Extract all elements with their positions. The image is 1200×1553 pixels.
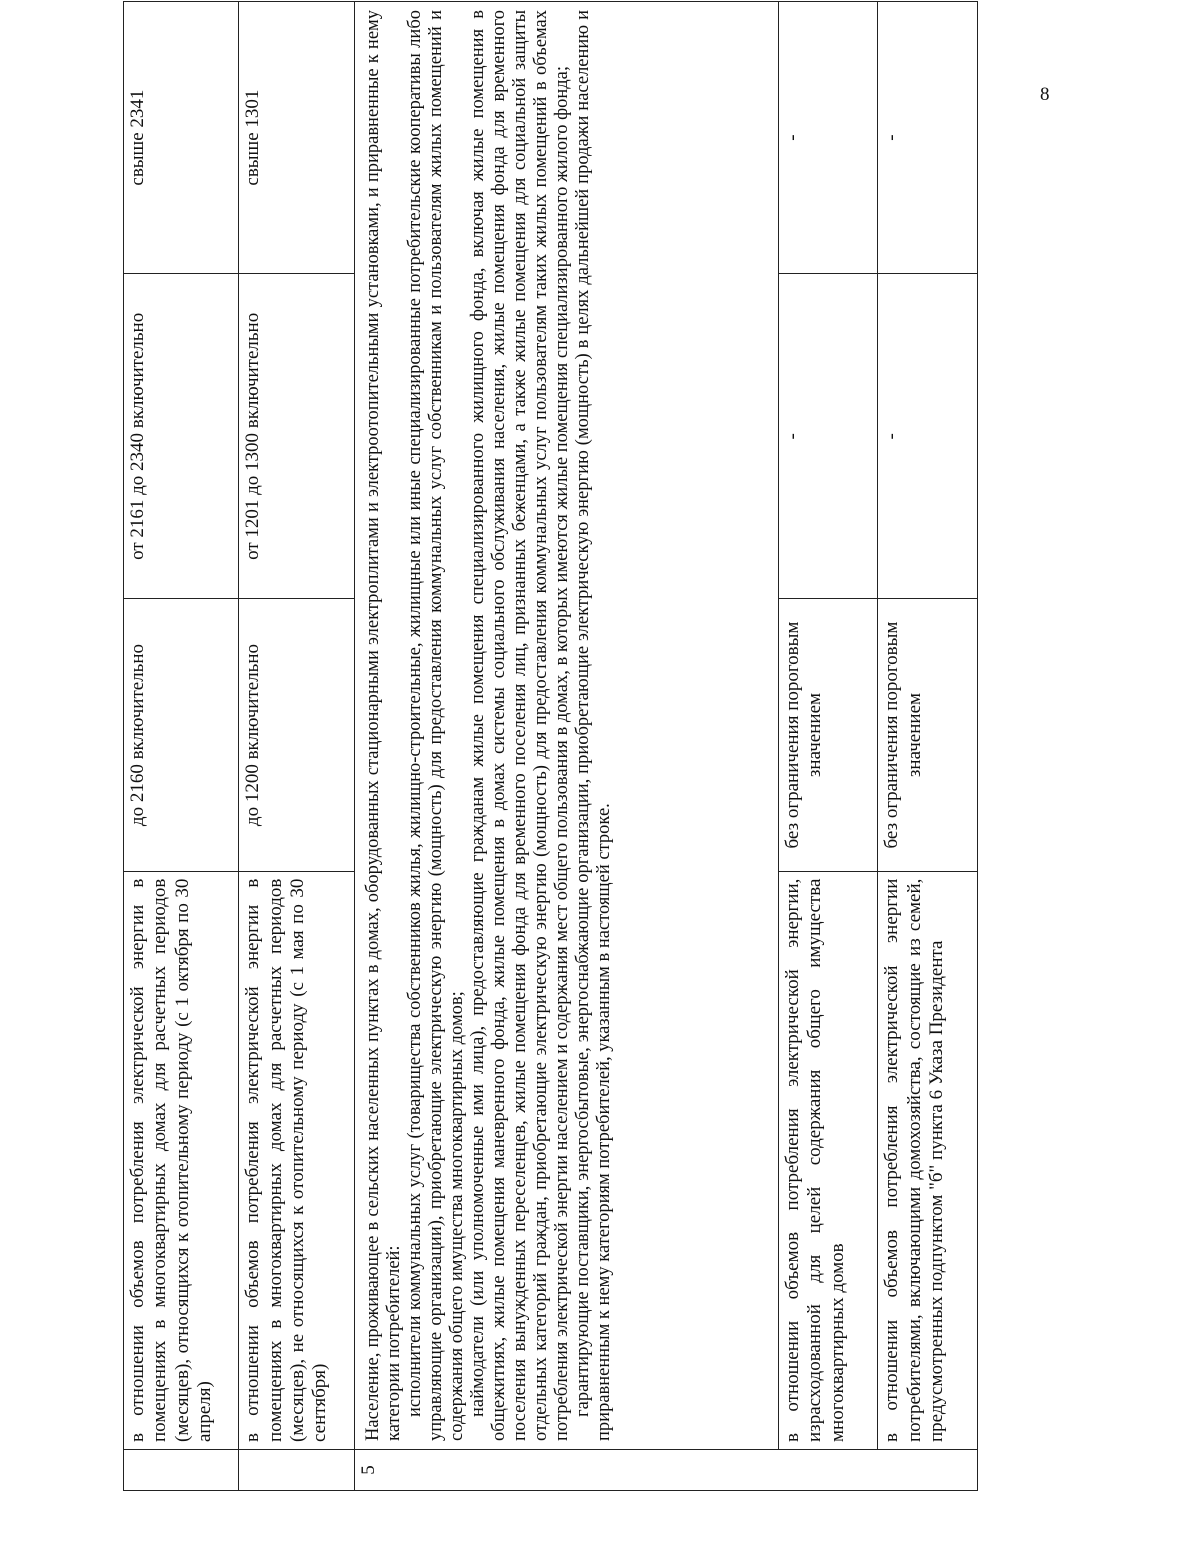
- range-1-cell: до 2160 включительно: [124, 599, 239, 871]
- category-description: [354, 2, 778, 1450]
- row-number-cell: [124, 1449, 239, 1490]
- range-3-cell: -: [778, 2, 878, 274]
- range-3-cell: -: [878, 2, 978, 274]
- row-description: в отношении объемов потребления электрической энергии в помещениях в многоквартирных домах для расчетных периодов (месяцев), относящихся к отопительному периоду (с 1 октября по 30 апреля): [124, 871, 239, 1449]
- category-paragraph: Население, проживающее в сельских населенных пунктах в домах, оборудованных стационарными электроплитами и электроотопительными установками, и приравненные к нему категории потребителей:: [362, 10, 404, 1441]
- range-2-cell: -: [778, 274, 878, 599]
- table-row: [778, 2, 878, 1491]
- table-row-section-5: [354, 2, 778, 1491]
- row-description: в отношении объемов потребления электрической энергии потребителями, включающими домохозяйства, состоящие из семей, предусмотренных подпунктом "б" пункта 6 Указа Президента: [878, 871, 978, 1449]
- category-paragraph: исполнители коммунальных услуг (товарищества собственников жилья, жилищно-строительные, жилищные или иные специализированные потребительские кооперативы либо управляющие организации), приобретающие электрическую энергию (мощность) для предоставления коммунальных услуг собственникам и пользователям жилых помещений и содержания общего имущества многоквартирных домов;: [404, 10, 467, 1441]
- row-description: в отношении объемов потребления электрической энергии в помещениях в многоквартирных домах для расчетных периодов (месяцев), не относящихся к отопительному периоду (с 1 мая по 30 сентября): [239, 871, 354, 1449]
- range-2-cell: от 2161 до 2340 включительно: [124, 274, 239, 599]
- range-1-cell: без ограничения пороговым значением: [878, 599, 978, 871]
- table-row: [239, 2, 354, 1491]
- category-paragraph: гарантирующие поставщики, энергосбытовые, энергоснабжающие организации, приобретающие электрическую энергию (мощность) в целях дальнейшей продажи населению и приравненным к нему категориям потребителей, указанным в настоящей строке.: [573, 10, 615, 1441]
- section-number: 5: [354, 1449, 978, 1490]
- table-row: [878, 2, 978, 1491]
- range-2-cell: -: [878, 274, 978, 599]
- table-row: [124, 2, 239, 1491]
- row-number-cell: [239, 1449, 354, 1490]
- range-3-cell: свыше 2341: [124, 2, 239, 274]
- range-1-cell: без ограничения пороговым значением: [778, 599, 878, 871]
- range-3-cell: свыше 1301: [239, 2, 354, 274]
- range-2-cell: от 1201 до 1300 включительно: [239, 274, 354, 599]
- page-number: 8: [1040, 84, 1050, 105]
- row-description: в отношении объемов потребления электрической энергии, израсходованной для целей содержания общего имущества многоквартирных домов: [778, 871, 878, 1449]
- range-1-cell: до 1200 включительно: [239, 599, 354, 871]
- tariff-table: [123, 1, 978, 1491]
- category-paragraph: наймодатели (или уполномоченные ими лица), предоставляющие гражданам жилые помещения специализированного жилищного фонда, включая жилые помещения в общежитиях, жилые помещения маневренного фонда, жилые помещения в домах системы социального обслуживания населения, жилые помещения фонда для временного поселения вынужденных переселенцев, жилые помещения фонда для временного поселения лиц, признанных беженцами, а также жилые помещения для социальной защиты отдельных категорий граждан, приобретающие электрическую энергию (мощность) для предоставления коммунальных услуг пользователям таких жилых помещений в объемах потребления электрической энергии населением и содержания мест общего пользования в домах, в которых имеются жилые помещения специализированного жилого фонда;: [467, 10, 573, 1441]
